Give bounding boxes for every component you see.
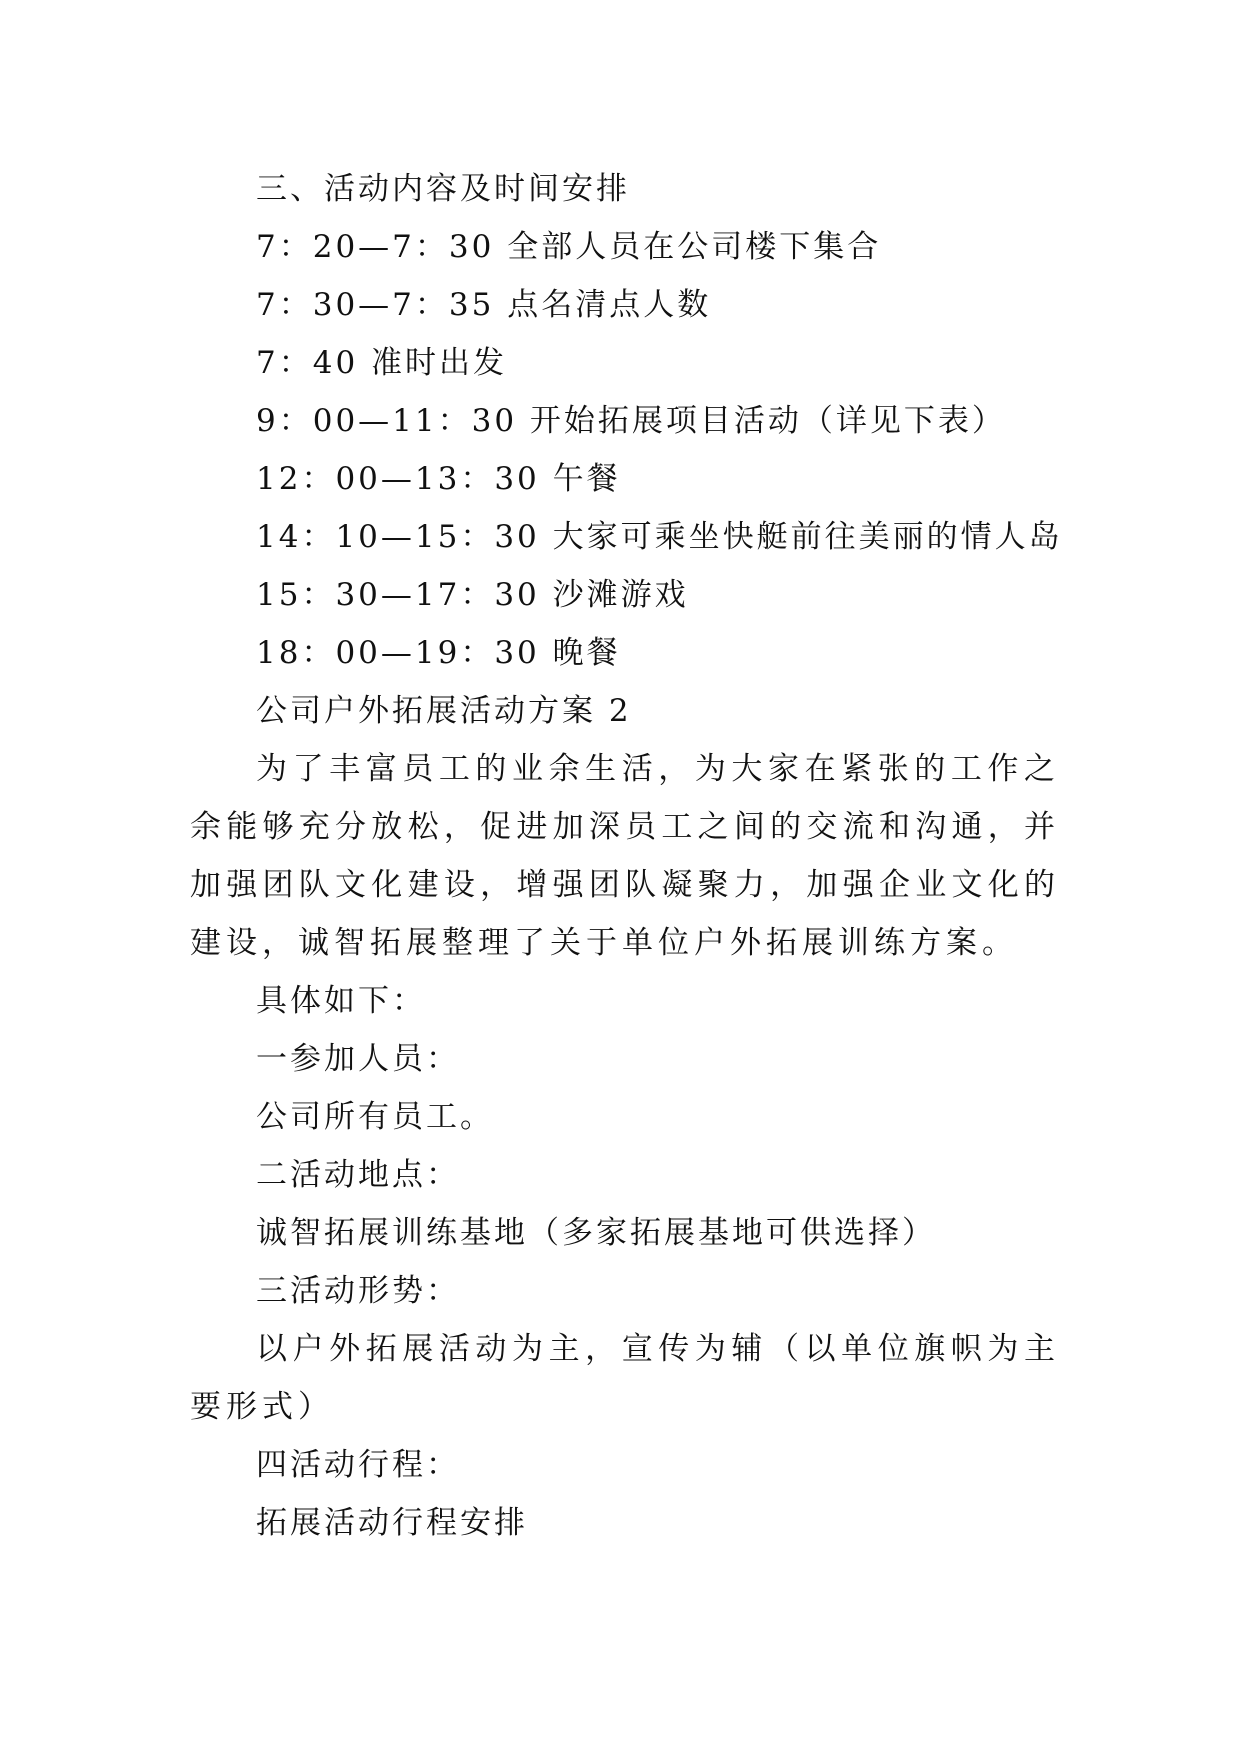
schedule-list [190,218,1063,682]
participants-text: 公司所有员工。 [256,1099,494,1135]
schedule-item: 15：30—17：30 沙滩游戏 [256,577,689,613]
schedule-item: 18：00—19：30 晚餐 [256,635,621,671]
section-heading-schedule: 三、活动内容及时间安排 [256,171,630,207]
schedule-item: 7：40 准时出发 [256,345,508,381]
location-text: 诚智拓展训练基地（多家拓展基地可供选择） [256,1215,936,1251]
participants-heading: 一参加人员： [256,1041,460,1077]
schedule-item: 7：20—7：30 全部人员在公司楼下集合 [256,229,882,265]
details-label: 具体如下： [256,983,426,1019]
itinerary-heading: 四活动行程： [256,1447,460,1483]
document-body [190,160,1063,1552]
schedule-item: 14：10—15：30 大家可乘坐快艇前往美丽的情人岛 [256,519,1063,555]
schedule-item: 12：00—13：30 午餐 [256,461,621,497]
itinerary-text: 拓展活动行程安排 [256,1505,528,1541]
plan-title: 公司户外拓展活动方案 2 [256,693,632,729]
schedule-item: 7：30—7：35 点名清点人数 [256,287,712,323]
location-heading: 二活动地点： [256,1157,460,1193]
schedule-item: 9：00—11：30 开始拓展项目活动（详见下表） [256,403,1006,439]
format-text: 以户外拓展活动为主，宣传为辅（以单位旗帜为主要形式） [190,1331,1060,1425]
intro-paragraph: 为了丰富员工的业余生活，为大家在紧张的工作之余能够充分放松，促进加深员工之间的交流和沟通，并加强团队文化建设，增强团队凝聚力，加强企业文化的建设，诚智拓展整理了关于单位户外拓展训练方案。 [190,751,1060,961]
format-heading: 三活动形势： [256,1273,460,1309]
